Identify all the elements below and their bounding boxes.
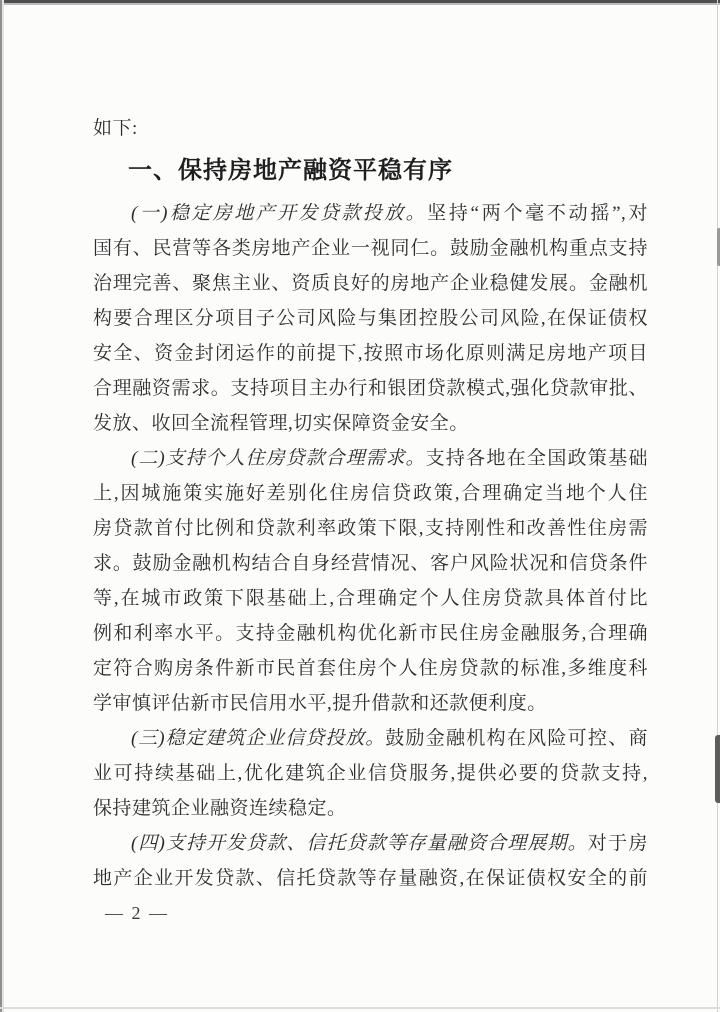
paragraph-2 (93, 441, 648, 721)
paragraph-line: 发放、收回全流程管理,切实保障资金安全。 (93, 413, 469, 434)
paragraph-line: 定符合购房条件新市民首套住房个人住房贷款的标准,多维度科 (93, 658, 648, 679)
paragraph-line: 保持建筑企业融资连续稳定。 (93, 798, 347, 819)
scan-edge-bottom (0, 1007, 720, 1009)
paragraph-2-lead: (二)支持个人住房贷款合理需求。 (131, 448, 426, 469)
paragraph-line: 合理融资需求。支持项目主办行和银团贷款模式,强化贷款审批、 (93, 378, 648, 399)
paragraph-2-first-rest: 支持各地在全国政策基础 (425, 448, 648, 469)
scan-edge-right (717, 0, 718, 1012)
paragraph-line: 治理完善、聚焦主业、资质良好的房地产企业稳健发展。金融机 (93, 273, 648, 294)
paragraph-3-first-rest: 鼓励金融机构在风险可控、商 (385, 728, 648, 749)
paragraph-line: 学审慎评估新市民信用水平,提升借款和还款便利度。 (93, 693, 547, 714)
paragraph-line: 地产企业开发贷款、信托贷款等存量融资,在保证债权安全的前 (93, 868, 648, 889)
paragraph-1-lead: (一)稳定房地产开发贷款投放。 (131, 203, 428, 224)
paragraph-line: 安全、资金封闭运作的前提下,按照市场化原则满足房地产项目 (93, 343, 648, 364)
paragraph-4-first-rest: 对于房 (587, 833, 648, 854)
paragraph-line: 构要合理区分项目子公司风险与集团控股公司风险,在保证债权 (93, 308, 648, 329)
paragraph-line: 等,在城市政策下限基础上,合理确定个人住房贷款具体首付比 (93, 588, 648, 609)
paragraph-3-lead: (三)稳定建筑企业信贷投放。 (131, 728, 386, 749)
paragraph-1 (93, 196, 648, 441)
section-heading: 一、保持房地产融资平稳有序 (128, 157, 453, 184)
paragraph-4-lead: (四)支持开发贷款、信托贷款等存量融资合理展期。 (131, 833, 588, 854)
document-content (93, 114, 648, 931)
paragraph-line: 例和利率水平。支持金融机构优化新市民住房金融服务,合理确 (93, 623, 648, 644)
paragraph-line: 房贷款首付比例和贷款利率政策下限,支持刚性和改善性住房需 (93, 518, 648, 539)
intro-text: 如下: (93, 118, 138, 139)
paragraph-line (93, 441, 648, 476)
scan-artifact-right-lower (715, 735, 720, 803)
paragraph-line: 求。鼓励金融机构结合自身经营情况、客户风险状况和信贷条件 (93, 553, 648, 574)
scan-edge-left-shadow (2, 0, 4, 1012)
paragraph-line: 业可持续基础上,优化建筑企业信贷服务,提供必要的贷款支持, (93, 763, 648, 784)
paragraph-3 (93, 721, 648, 826)
paragraph-line (93, 826, 648, 861)
page-number: — 2 — (105, 903, 169, 923)
paragraph-line: 上,因城施策实施好差别化住房信贷政策,合理确定当地个人住 (93, 483, 648, 504)
scan-edge-top-shadow (0, 3, 720, 5)
paragraph-line: 国有、民营等各类房地产企业一视同仁。鼓励金融机构重点支持 (93, 238, 648, 259)
paragraph-4 (93, 826, 648, 896)
paragraph-line (93, 196, 648, 231)
paragraph-line (93, 721, 648, 756)
paragraph-1-first-rest: 坚持“两个毫不动摇”,对 (427, 203, 648, 224)
